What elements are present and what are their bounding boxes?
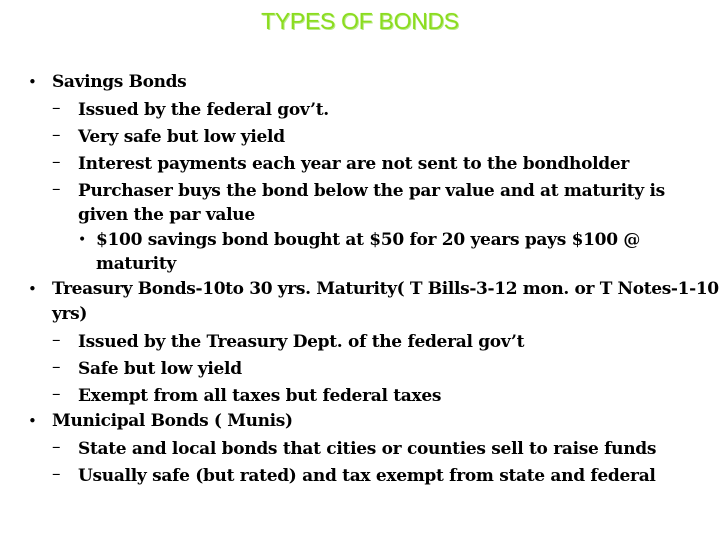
sub-bullet — [0, 381, 720, 408]
sub-bullet — [0, 95, 720, 122]
bullet-list — [0, 69, 720, 488]
sub-bullet — [0, 176, 720, 227]
sub-sub-bullet — [0, 227, 720, 276]
sub-bullet — [0, 354, 720, 381]
dash-marker: – — [52, 98, 61, 118]
dash-marker: – — [52, 384, 61, 404]
bullet-municipal-bonds — [0, 408, 720, 434]
dash-marker: – — [52, 152, 61, 172]
bullet-marker: • — [28, 73, 37, 91]
dash-marker: – — [52, 357, 61, 377]
dash-marker: – — [52, 437, 61, 457]
sub-bullet — [0, 149, 720, 176]
sub-bullet-text: Safe but low yield — [78, 359, 242, 379]
bullet-savings-bonds — [0, 69, 720, 95]
bullet-heading: Savings Bonds — [52, 72, 187, 92]
sub-bullet — [0, 434, 720, 461]
sub-bullet-text: State and local bonds that cities or counties sell to raise funds — [78, 439, 657, 459]
sub-bullet-text: Exempt from all taxes but federal taxes — [78, 386, 442, 406]
bullet-marker: • — [28, 280, 37, 298]
bullet-heading: Municipal Bonds ( Munis) — [52, 411, 293, 431]
sub-bullet — [0, 327, 720, 354]
bullet-heading: Treasury Bonds-10to 30 yrs. Maturity( T Bills-3-12 mon. or T Notes-1-10 yrs) — [52, 279, 719, 324]
sub-bullet-text: Very safe but low yield — [78, 127, 285, 147]
bullet-marker: • — [78, 232, 87, 248]
bullet-marker: • — [28, 412, 37, 430]
sub-bullet-text: Usually safe (but rated) and tax exempt from state and federal — [78, 466, 656, 486]
dash-marker: – — [52, 179, 61, 199]
dash-marker: – — [52, 330, 61, 350]
sub-bullet-text: Issued by the Treasury Dept. of the federal gov’t — [78, 332, 525, 352]
sub-sub-bullet-text: $100 savings bond bought at $50 for 20 years pays $100 @ maturity — [96, 230, 641, 274]
sub-bullet-text: Issued by the federal gov’t. — [78, 100, 329, 120]
dash-marker: – — [52, 464, 61, 484]
dash-marker: – — [52, 125, 61, 145]
sub-bullet-text: Purchaser buys the bond below the par value and at maturity is given the par value — [78, 181, 665, 225]
slide-title: TYPES OF BONDS — [261, 8, 459, 34]
sub-bullet — [0, 122, 720, 149]
sub-bullet-text: Interest payments each year are not sent to the bondholder — [78, 154, 630, 174]
bullet-treasury-bonds — [0, 276, 720, 327]
sub-bullet — [0, 461, 720, 488]
